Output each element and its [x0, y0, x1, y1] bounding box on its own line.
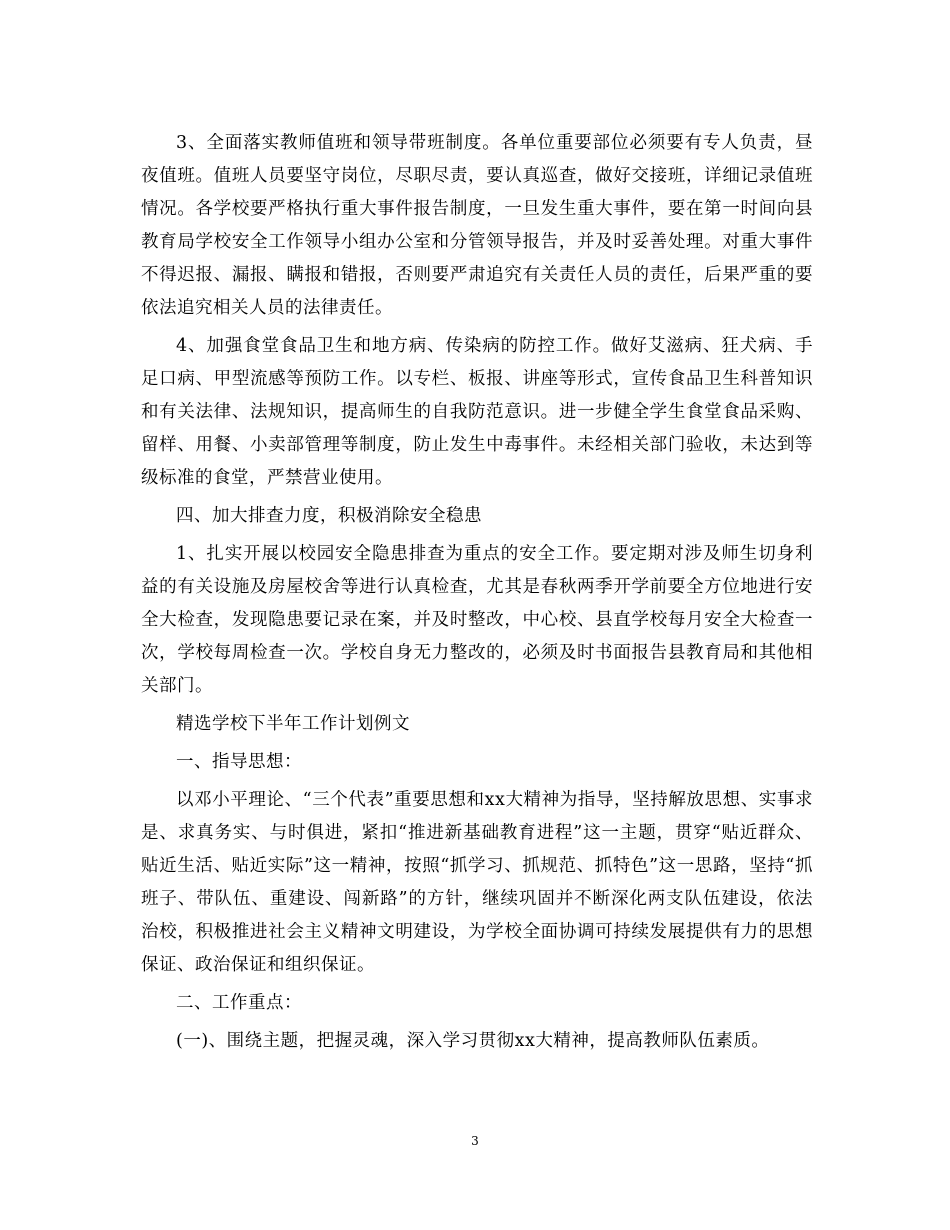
page-number: 3 [471, 1134, 479, 1148]
document-subtitle: 精选学校下半年工作计划例文 [176, 714, 410, 734]
section-heading-work-focus: 二、工作重点： [176, 993, 302, 1013]
paragraph-hazard-inspection: 1、扎实开展以校园安全隐患排查为重点的安全工作。要定期对涉及师生切身利益的有关设施及房屋校舍等进行认真检查，尤其是春秋两季开学前要全方位地进行安全大检查，发现隐患要记录在案，并及时整改，中心校、县直学校每月安全大检查一次，学校每周检查一次。学校自身无力整改的，必须及时书面报告县教育局和其他相关部门。 [141, 544, 813, 696]
paragraph-canteen-hygiene: 4、加强食堂食品卫生和地方病、传染病的防控工作。做好艾滋病、狂犬病、手足口病、甲型流感等预防工作。以专栏、板报、讲座等形式，宣传食品卫生科普知识和有关法律、法规知识，提高师生的自我防范意识。进一步健全学生食堂食品采购、留样、用餐、小卖部管理等制度，防止发生中毒事件。未经相关部门验收，未达到等级标准的食堂，严禁营业使用。 [141, 336, 813, 488]
section-heading-guiding-ideology: 一、指导思想： [176, 752, 302, 772]
document-body [141, 127, 813, 1058]
paragraph-work-focus-item-1: (一)、围绕主题，把握灵魂，深入学习贯彻xx大精神，提高教师队伍素质。 [176, 1031, 770, 1051]
paragraph-duty-system: 3、全面落实教师值班和领导带班制度。各单位重要部位必须要有专人负责，昼夜值班。值班人员要坚守岗位，尽职尽责，要认真巡查，做好交接班，详细记录值班情况。各学校要严格执行重大事件报告制度，一旦发生重大事件，要在第一时间向县教育局学校安全工作领导小组办公室和分管领导报告，并及时妥善处理。对重大事件不得迟报、漏报、瞒报和错报，否则要严肃追究有关责任人员的责任，后果严重的要依法追究相关人员的法律责任。 [141, 133, 813, 318]
paragraph-guiding-ideology: 以邓小平理论、“三个代表”重要思想和xx大精神为指导，坚持解放思想、实事求是、求真务实、与时俱进，紧扣“推进新基础教育进程”这一主题，贯穿“贴近群众、贴近生活、贴近实际”这一精神，按照“抓学习、抓规范、抓特色”这一思路，坚持“抓班子、带队伍、重建设、闯新路”的方针，继续巩固并不断深化两支队伍建设，依法治校，积极推进社会主义精神文明建设，为学校全面协调可持续发展提供有力的思想保证、政治保证和组织保证。 [141, 790, 813, 975]
section-heading-safety-inspection: 四、加大排查力度，积极消除安全稳患 [176, 506, 482, 526]
